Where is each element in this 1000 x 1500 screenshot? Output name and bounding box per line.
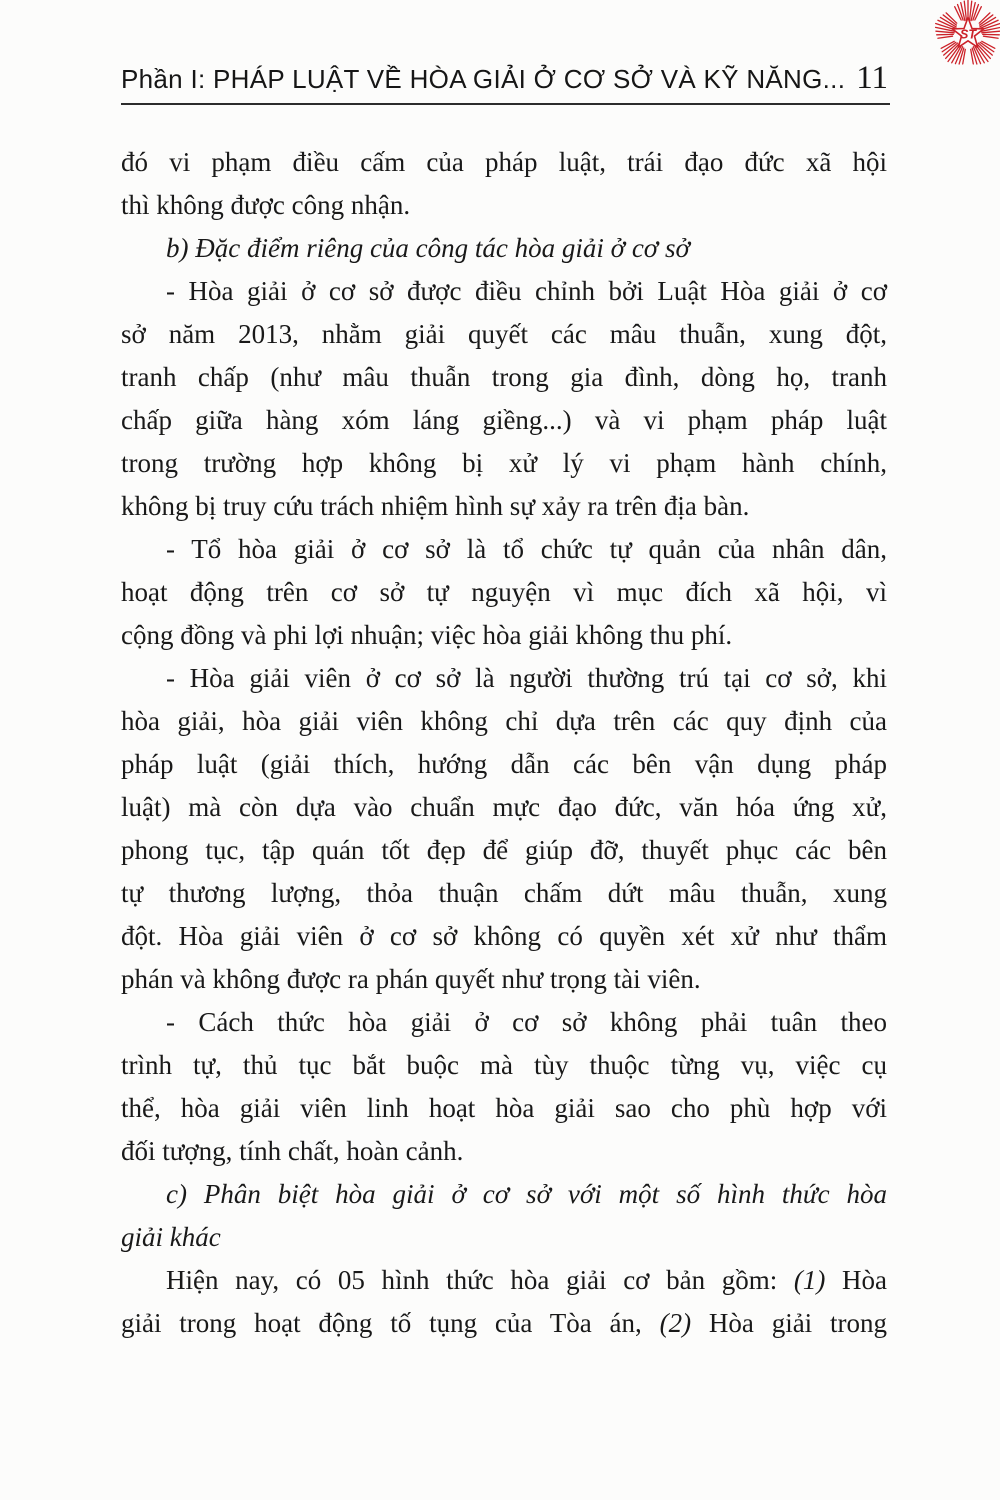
text-line (121, 786, 887, 829)
text-line (121, 141, 887, 184)
text-segment: sở năm 2013, nhằm giải quyết các mâu thuẫn, xung đột, (121, 319, 887, 349)
text-segment: chấp giữa hàng xóm láng giềng...) và vi phạm pháp luật (121, 405, 887, 435)
text-segment: đối tượng, tính chất, hoàn cảnh. (121, 1136, 464, 1166)
text-line (121, 1087, 887, 1130)
text-segment: luật) mà còn dựa vào chuẩn mực đạo đức, văn hóa ứng xử, (121, 792, 887, 822)
text-line (121, 958, 887, 1001)
text-segment: hoạt động trên cơ sở tự nguyện vì mục đích xã hội, vì (121, 577, 887, 607)
logo-ray (938, 36, 953, 38)
italic-text-segment: (1) (793, 1265, 826, 1295)
logo-monogram: ST (960, 27, 976, 42)
logo-ray (936, 31, 954, 33)
text-line (121, 700, 887, 743)
text-segment: Hiện nay, có 05 hình thức hòa giải cơ bản gồm: (166, 1265, 794, 1295)
text-segment: phán và không được ra phán quyết như trọng tài viên. (121, 964, 701, 994)
text-segment: - Hòa giải ở cơ sở được điều chỉnh bởi Luật Hòa giải ở cơ (166, 276, 887, 306)
logo-ray (982, 31, 1000, 33)
text-line (121, 313, 887, 356)
text-segment: thì không được công nhận. (121, 190, 411, 220)
text-segment: c) Phân biệt hòa giải ở cơ sở với một số hình thức hòa (166, 1179, 887, 1209)
text-line (121, 915, 887, 958)
text-segment: không bị truy cứu trách nhiệm hình sự xảy ra trên địa bàn. (121, 491, 750, 521)
text-line (121, 829, 887, 872)
text-segment: Hòa giải trong (691, 1308, 887, 1338)
text-segment: trong trường hợp không bị xử lý vi phạm hành chính, (121, 448, 887, 478)
text-line (121, 528, 887, 571)
text-segment: - Tổ hòa giải ở cơ sở là tổ chức tự quản của nhân dân, (166, 534, 887, 564)
text-line (121, 743, 887, 786)
publisher-star-logo (930, 0, 1000, 70)
text-segment: thể, hòa giải viên linh hoạt hòa giải sao cho phù hợp với (121, 1093, 887, 1123)
page-header (121, 60, 888, 97)
text-line (121, 1173, 887, 1216)
text-segment: đó vi phạm điều cấm của pháp luật, trái đạo đức xã hội (121, 147, 887, 177)
italic-text-segment: (2) (659, 1308, 692, 1338)
page-number: 11 (856, 60, 888, 96)
text-segment: trình tự, thủ tục bắt buộc mà tùy thuộc từng vụ, việc cụ (121, 1050, 887, 1080)
text-line (121, 614, 887, 657)
running-head: Phần I: PHÁP LUẬT VỀ HÒA GIẢI Ở CƠ SỞ VÀ KỸ NĂNG... (121, 64, 846, 94)
text-segment: phong tục, tập quán tốt đẹp để giúp đỡ, thuyết phục các bên (121, 835, 887, 865)
text-line (121, 184, 887, 227)
text-line (121, 1001, 887, 1044)
text-line (121, 571, 887, 614)
text-segment: - Hòa giải viên ở cơ sở là người thường trú tại cơ sở, khi (166, 663, 887, 693)
text-line (121, 442, 887, 485)
text-segment: tranh chấp (như mâu thuẫn trong gia đình, dòng họ, tranh (121, 362, 887, 392)
text-line (121, 399, 887, 442)
text-line (121, 356, 887, 399)
body-text (121, 141, 887, 1345)
text-line (121, 872, 887, 915)
text-line (121, 1302, 887, 1345)
text-segment: pháp luật (giải thích, hướng dẫn các bên vận dụng pháp (121, 749, 887, 779)
text-line (121, 1259, 887, 1302)
text-segment: đột. Hòa giải viên ở cơ sở không có quyền xét xử như thẩm (121, 921, 887, 951)
text-line (121, 1044, 887, 1087)
text-segment: Hòa (825, 1265, 888, 1295)
text-segment: giải khác (121, 1222, 221, 1252)
text-segment: - Cách thức hòa giải ở cơ sở không phải tuân theo (166, 1007, 887, 1037)
text-line (121, 1216, 887, 1259)
text-line (121, 270, 887, 313)
text-segment: tự thương lượng, thỏa thuận chấm dứt mâu thuẫn, xung (121, 878, 887, 908)
text-segment: b) Đặc điểm riêng của công tác hòa giải ở cơ sở (166, 233, 690, 263)
logo-ray (983, 36, 998, 38)
text-line (121, 657, 887, 700)
text-segment: giải trong hoạt động tố tụng của Tòa án, (121, 1308, 660, 1338)
header-rule (121, 103, 890, 105)
text-line (121, 1130, 887, 1173)
text-segment: cộng đồng và phi lợi nhuận; việc hòa giải không thu phí. (121, 620, 733, 650)
text-line (121, 227, 887, 270)
text-line (121, 485, 887, 528)
text-segment: hòa giải, hòa giải viên không chỉ dựa trên các quy định của (121, 706, 887, 736)
